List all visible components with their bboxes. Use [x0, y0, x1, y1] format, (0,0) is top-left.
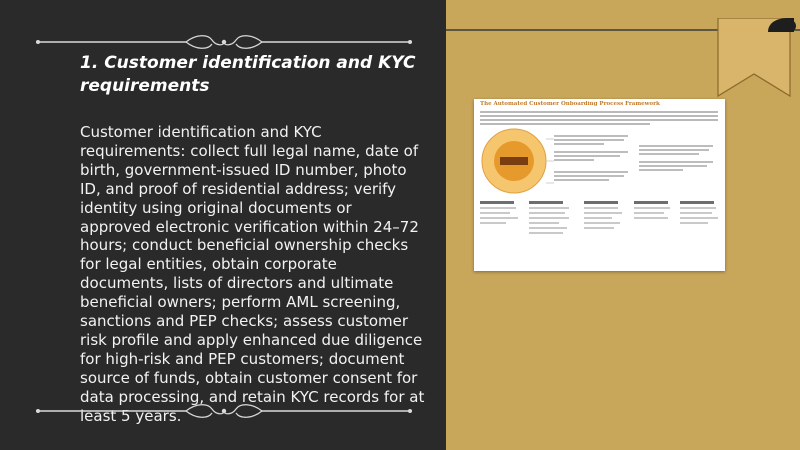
process-circle-diagram [474, 99, 725, 271]
slide-heading: 1. Customer identification and KYC requirements [80, 53, 416, 96]
bookmark-icon [716, 18, 796, 98]
thumbnail-title: The Automated Customer Onboarding Process Framework [480, 101, 660, 107]
slide-body-text: Customer identification and KYC requirements: collect full legal name, date of birth, government-issued ID number, photo ID, and proof of residential address; verify identity using original documents or approved electronic verification within 24–72 hours; conduct beneficial ownership checks for legal entities, obtain corporate documents, lists of directors and ultimate beneficial owners; perform AML screening, sanctions and PEP checks; assess customer risk profile and apply enhanced due diligence for high-risk and PEP customers; document source of funds, obtain customer consent for data processing, and retain KYC records for at least 5 years. [80, 123, 425, 425]
ornamental-divider-top [36, 34, 412, 50]
framework-thumbnail [474, 99, 725, 271]
ornamental-divider-bottom [36, 403, 412, 419]
